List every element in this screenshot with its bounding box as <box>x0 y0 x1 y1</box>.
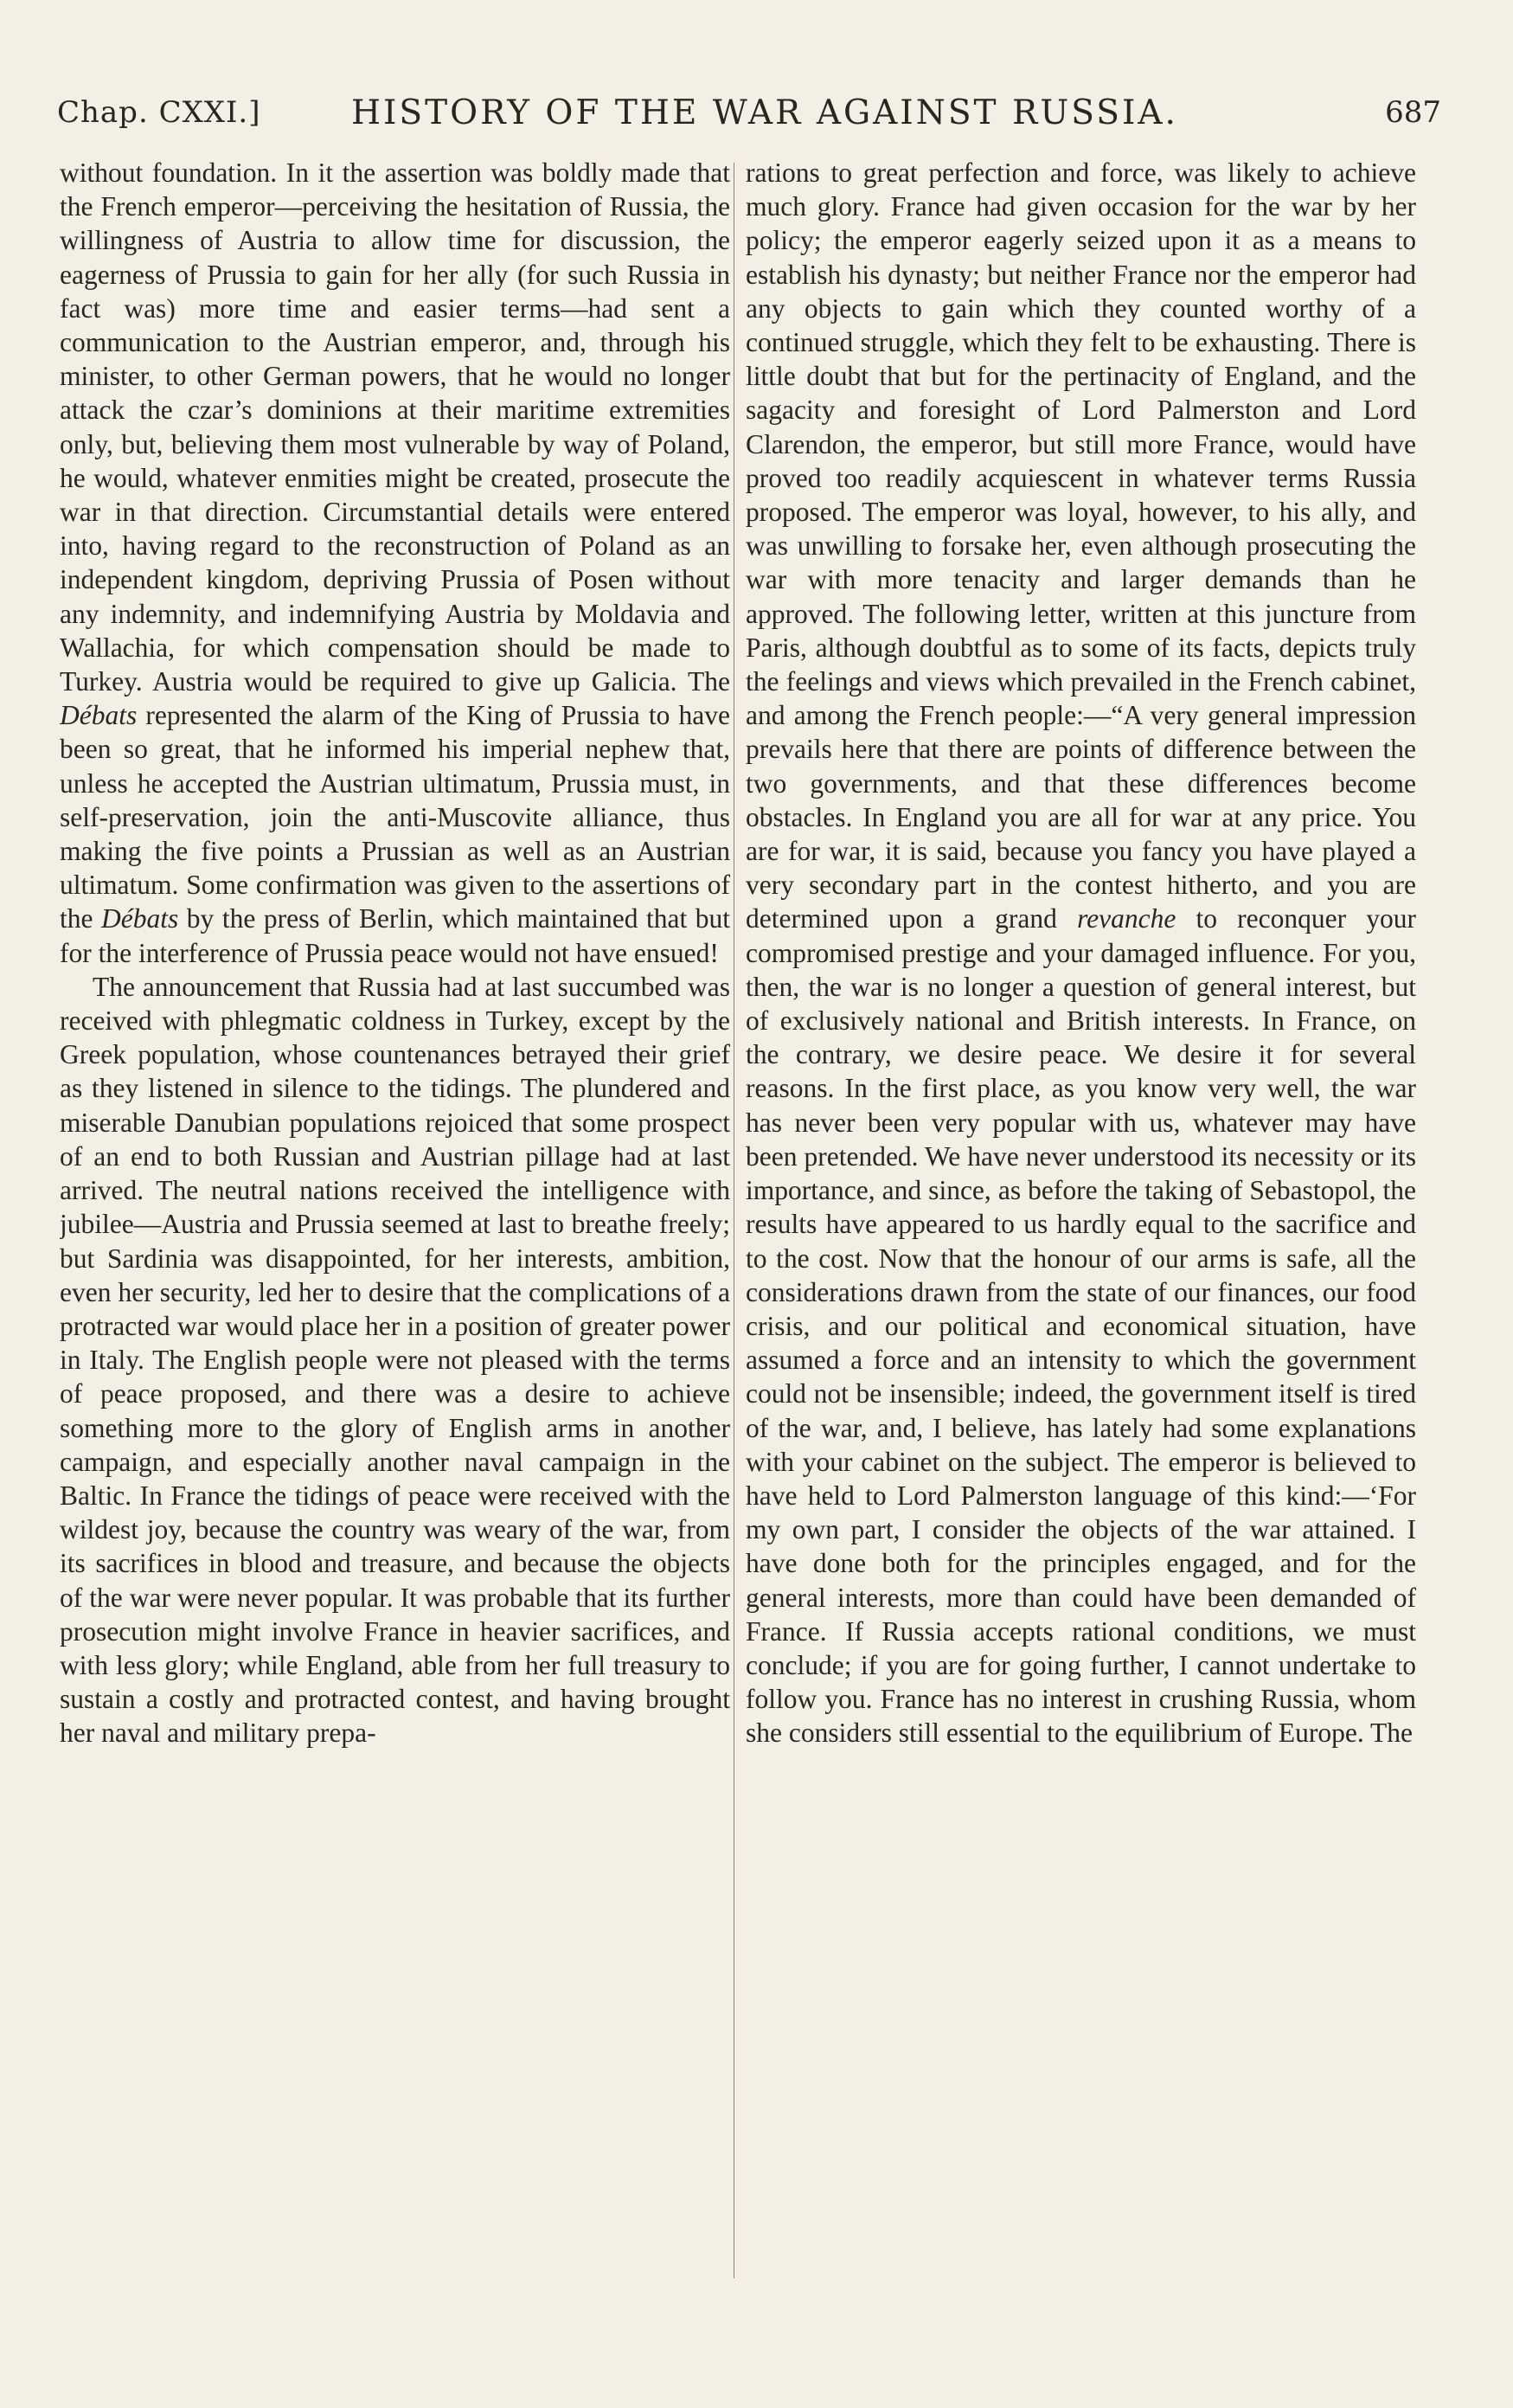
text-span: rations to great perfection and force, was likely to achieve much glory. France had given occasion for the war by her policy; the emperor eagerly seized upon it as a means to establish his dynasty; but neither France nor the emperor had any objects to gain which they counted worthy of a continued struggle, which they felt to be exhausting. There is little doubt that but for the pertinacity of England, and the sagacity and foresight of Lord Palmerston and Lord Clarendon, the emperor, but still more France, would have proved too readily acquiescent in whatever terms Russia proposed. The emperor was loyal, however, to his ally, and was unwilling to forsake her, even although prosecuting the war with more tenacity and larger demands than he approved. The following letter, written at this juncture from Paris, although doubtful as to some of its facts, depicts truly the feelings and views which prevailed in the French cabinet, and among the French people:—“A very general impression prevails here that there are points of difference between the two governments, and that these differences become obstacles. In England you are all for war at any price. You are for war, it is said, because you fancy you have played a very secondary part in the contest hitherto, and you are determined upon a grand <box>746 157 1416 934</box>
text-span: without foundation. In it the assertion was boldly made that the French emperor—perceiving the hesitation of Russia, the willingness of Austria to allow time for discussion, the eagerness of Prussia to gain for her ally (for such Russia in fact was) more time and easier terms—had sent a communication to the Austrian emperor, and, through his minister, to other German powers, that he would no longer attack the czar’s dominions at their maritime extremities only, but, believing them most vulnerable by way of Poland, he would, whatever enmities might be created, prosecute the war in that direction. Circumstantial details were entered into, having regard to the reconstruction of Poland as an independent kingdom, depriving Prussia of Posen without any indemnity, and indemnifying Austria by Moldavia and Wallachia, for which compensation should be made to Turkey. Austria would be required to give up Galicia. The <box>60 157 730 697</box>
text-span: represented the alarm of the King of Prussia to have been so great, that he informed his imperial nephew that, unless he accepted the Austrian ultimatum, Prussia must, in self-preservation, join the anti-Muscovite alliance, thus making the five points a Prussian as well as an Austrian ultimatum. Some confirmation was given to the assertions of the <box>60 700 730 934</box>
left-column <box>60 156 730 2276</box>
paragraph: The announcement that Russia had at last succumbed was received with phlegmatic coldness in Turkey, except by the Greek population, whose countenances betrayed their grief as they listened in silence to the tidings. The plundered and miserable Danubian populations rejoiced that some prospect of an end to both Russian and Austrian pillage had at last arrived. The neutral nations received the intelligence with jubilee—Austria and Prussia seemed at last to breathe freely; but Sardinia was disappointed, for her interests, ambition, even her security, led her to desire that the complications of a protracted war would place her in a position of greater power in Italy. The English people were not pleased with the terms of peace proposed, and there was a desire to achieve something more to the glory of English arms in another campaign, and especially another naval campaign in the Baltic. In France the tidings of peace were received with the wildest joy, because the country was weary of the war, from its sacrifices in blood and treasure, and because the objects of the war were never popular. It was probable that its further prosecution might involve France in heavier sacrifices, and with less glory; while England, able from her full treasury to sustain a costly and protracted contest, and having brought her naval and military prepa- <box>60 971 730 1749</box>
right-column <box>746 156 1416 2276</box>
page-number: 687 <box>1385 95 1441 130</box>
text-span: by the press of Berlin, which maintained that but for the interference of Prussia peace would not have ensued! <box>60 903 730 968</box>
italic-text: Débats <box>60 700 138 731</box>
italic-text: Débats <box>101 903 179 934</box>
italic-text: revanche <box>1077 903 1176 934</box>
running-title: HISTORY OF THE WAR AGAINST RUSSIA. <box>351 93 1178 132</box>
text-span: to reconquer your compromised prestige and your damaged influence. For you, then, the war is no longer a question of general interest, but of exclusively national and British interests. In France, on the contrary, we desire peace. We desire it for several reasons. In the first place, as you know very well, the war has never been very popular with us, whatever may have been pretended. We have never understood its necessity or its importance, and since, as before the taking of Sebastopol, the results have appeared to us hardly equal to the sacrifice and to the cost. Now that the honour of our arms is safe, all the considerations drawn from the state of our finances, our food crisis, and our political and economical situation, have assumed a force and an intensity to which the government could not be insensible; indeed, the government itself is tired of the war, and, I believe, has lately had some explanations with your cabinet on the subject. The emperor is believed to have held to Lord Palmerston language of this kind:—‘For my own part, I consider the objects of the war attained. I have done both for the principles engaged, and for the general interests, more than could have been demanded of France. If Russia accepts rational conditions, we must conclude; if you are for going further, I cannot undertake to follow you. France has no interest in crushing Russia, whom she considers still essential to the equilibrium of Europe. The <box>746 903 1416 1749</box>
running-header <box>57 87 1441 142</box>
chapter-label: Chap. CXXI.] <box>57 95 261 130</box>
paragraph <box>746 156 1416 1750</box>
paragraph <box>60 156 730 970</box>
